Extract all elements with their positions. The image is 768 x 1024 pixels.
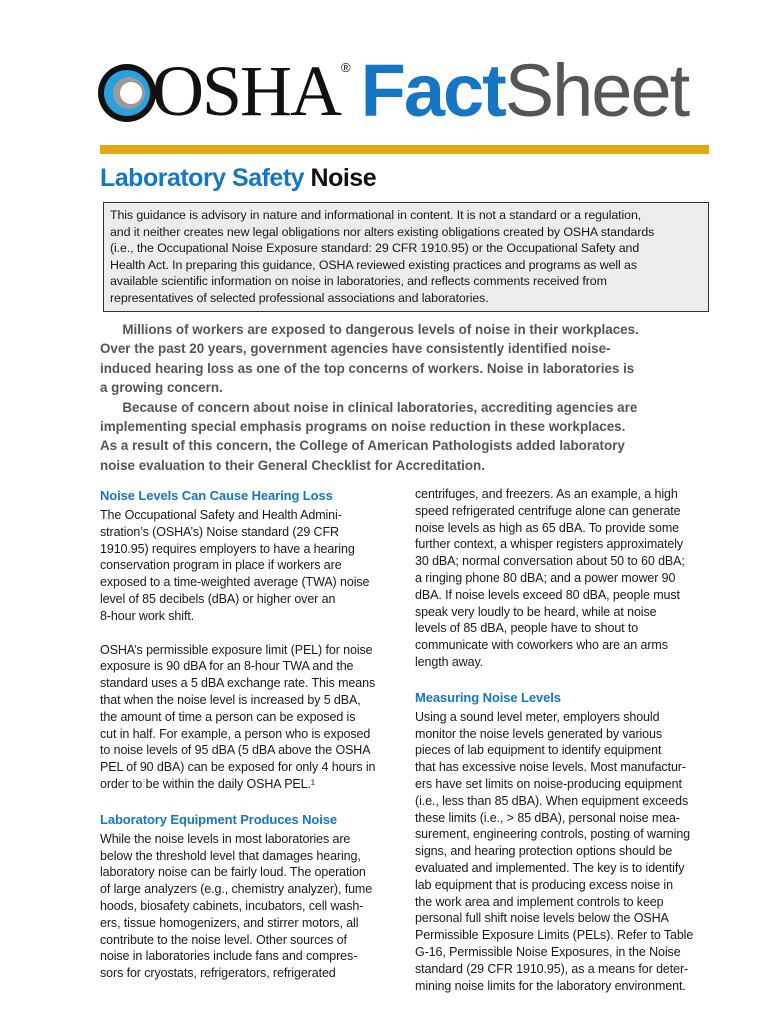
text-line: dBA. If noise levels exceed 80 dBA, people must xyxy=(415,587,680,602)
text-line: that has excessive noise levels. Most manufactur- xyxy=(415,760,686,775)
text-line: 30 dBA; normal conversation about 50 to 60 dBA; xyxy=(415,554,685,569)
text-line: these limits (i.e., > 85 dBA), personal noise mea- xyxy=(415,810,680,825)
text-line: conservation program in place if workers are xyxy=(100,558,342,573)
osha-factsheet-logo xyxy=(152,50,688,132)
text-line: a growing concern. xyxy=(100,380,223,396)
text-line: sors for cryostats, refrigerators, refrigerated xyxy=(100,966,336,981)
text-line: personal full shift noise levels below the OSHA xyxy=(415,911,669,926)
text-line: ers have set limits on noise-producing equipment xyxy=(415,776,682,791)
text-line: the amount of time a person can be exposed is xyxy=(100,709,356,724)
logo-fact: Fact xyxy=(360,49,505,132)
text-line: implementing special emphasis programs on noise reduction in these workplaces. xyxy=(100,419,626,435)
text-line: (i.e., the Occupational Noise Exposure standard: 29 CFR 1910.95) or the Occupational Safety and xyxy=(110,241,640,256)
text-line: and it neither creates new legal obligations nor alters existing obligations created by OSHA standards xyxy=(110,224,655,239)
text-line: Using a sound level meter, employers should xyxy=(415,709,660,724)
paragraph xyxy=(415,486,715,671)
text-line: While the noise levels in most laboratories are xyxy=(100,831,351,846)
section-heading: Noise Levels Can Cause Hearing Loss xyxy=(100,488,333,503)
text-line: The Occupational Safety and Health Admini- xyxy=(100,508,342,522)
text-line: contribute to the noise level. Other sources of xyxy=(100,932,347,947)
text-line: speak very loudly to be heard, while at noise xyxy=(415,604,657,619)
text-line: standard uses a 5 dBA exchange rate. This means xyxy=(100,676,376,691)
text-line: centrifuges, and freezers. As an example, a high xyxy=(415,487,678,501)
text-line: of large analyzers (e.g., chemistry analyzer), fume xyxy=(100,882,373,897)
text-line: length away. xyxy=(415,654,484,669)
text-line: evaluated and implemented. The key is to identify xyxy=(415,860,685,875)
text-line: 1910.95) requires employers to have a hearing xyxy=(100,541,355,556)
paragraph xyxy=(100,831,405,982)
text-line: noise in laboratories include fans and compres- xyxy=(100,949,358,964)
right-column xyxy=(415,486,715,1011)
text-line: a ringing phone 80 dBA; and a power mower 90 xyxy=(415,570,676,585)
title-topic: Laboratory Safety xyxy=(100,164,305,192)
text-line: further context, a whisper registers approximately xyxy=(415,537,684,552)
text-line: to noise levels of 95 dBA (5 dBA above the OSHA xyxy=(100,743,371,758)
text-line: hoods, biosafety cabinets, incubators, cell wash- xyxy=(100,898,364,913)
text-line: Because of concern about noise in clinical laboratories, accrediting agencies are xyxy=(100,399,638,415)
text-line: noise evaluation to their General Checklist for Accreditation. xyxy=(100,457,485,473)
text-line: Health Act. In preparing this guidance, OSHA reviewed existing practices and programs as well as xyxy=(110,257,637,272)
text-line: stration’s (OSHA’s) Noise standard (29 CFR xyxy=(100,524,339,539)
text-line: mining noise limits for the laboratory environment. xyxy=(415,978,686,993)
text-line: communicate with coworkers who are an arms xyxy=(415,638,668,653)
paragraph xyxy=(415,709,715,995)
text-line: PEL of 90 dBA) can be exposed for only 4 hours in xyxy=(100,760,376,775)
text-line: cut in half. For example, a person who is exposed xyxy=(100,726,371,741)
text-line: that when the noise level is increased by 5 dBA, xyxy=(100,692,361,707)
text-line: monitor the noise levels generated by various xyxy=(415,726,663,741)
logo-sheet: Sheet xyxy=(504,49,689,132)
text-line: Millions of workers are exposed to dangerous levels of noise in their workplaces. xyxy=(100,322,639,337)
text-line: 8-hour work shift. xyxy=(100,608,195,623)
text-line: laboratory noise can be fairly loud. The operation xyxy=(100,865,366,880)
text-line: As a result of this concern, the College of American Pathologists added laboratory xyxy=(100,438,625,454)
text-line: lab equipment that is producing excess noise in xyxy=(415,877,673,892)
text-line: This guidance is advisory in nature and informational in content. It is not a standard or a regulation, xyxy=(110,208,642,222)
text-line: standard (29 CFR 1910.95), as a means for deter- xyxy=(415,961,689,976)
text-line: signs, and hearing protection options should be xyxy=(415,844,673,859)
osha-logo-ring-icon xyxy=(96,62,158,124)
text-line: pieces of lab equipment to identify equipment xyxy=(415,743,662,758)
text-line: induced hearing loss as one of the top concerns of workers. Noise in laboratories is xyxy=(100,360,635,376)
logo-osha: OSHA xyxy=(152,51,341,131)
section-heading: Measuring Noise Levels xyxy=(415,689,561,705)
gold-divider xyxy=(100,145,709,154)
text-line: level of 85 decibels (dBA) or higher over an xyxy=(100,591,336,606)
text-line: exposed to a time-weighted average (TWA) noise xyxy=(100,575,370,590)
text-line: noise levels as high as 65 dBA. To provide some xyxy=(415,520,679,535)
title-subject: Noise xyxy=(310,164,377,192)
text-line: levels of 85 dBA, people have to shout to xyxy=(415,621,639,636)
text-line: ers, tissue homogenizers, and stirrer motors, all xyxy=(100,915,359,930)
text-line: below the threshold level that damages hearing, xyxy=(100,848,361,863)
page-title xyxy=(100,164,376,193)
text-line: representatives of selected professional associations and laboratories. xyxy=(110,290,489,305)
paragraph xyxy=(100,507,405,625)
registered-mark: ® xyxy=(341,60,351,75)
text-line: Over the past 20 years, government agencies have consistently identified noise- xyxy=(100,341,611,357)
text-line: the work area and implement controls to keep xyxy=(415,894,664,909)
text-line: OSHA’s permissible exposure limit (PEL) for noise xyxy=(100,642,373,657)
text-line: available scientific information on noise in laboratories, and reflects comments received from xyxy=(110,274,607,289)
text-line: surement, engineering controls, posting of warning xyxy=(415,827,691,842)
intro-paragraphs xyxy=(100,320,710,475)
text-line: (i.e., less than 85 dBA). When equipment exceeds xyxy=(415,793,689,808)
text-line: order to be within the daily OSHA PEL.¹ xyxy=(100,776,315,791)
text-line: G-16, Permissible Noise Exposures, in the Noise xyxy=(415,944,681,959)
section-heading: Laboratory Equipment Produces Noise xyxy=(100,811,338,827)
text-line: speed refrigerated centrifuge alone can generate xyxy=(415,503,681,518)
text-line: Permissible Exposure Limits (PELs). Refer to Table xyxy=(415,928,694,943)
left-column xyxy=(100,486,405,999)
disclaimer-box xyxy=(103,202,709,312)
paragraph xyxy=(100,642,405,793)
text-line: exposure is 90 dBA for an 8-hour TWA and the xyxy=(100,659,354,674)
